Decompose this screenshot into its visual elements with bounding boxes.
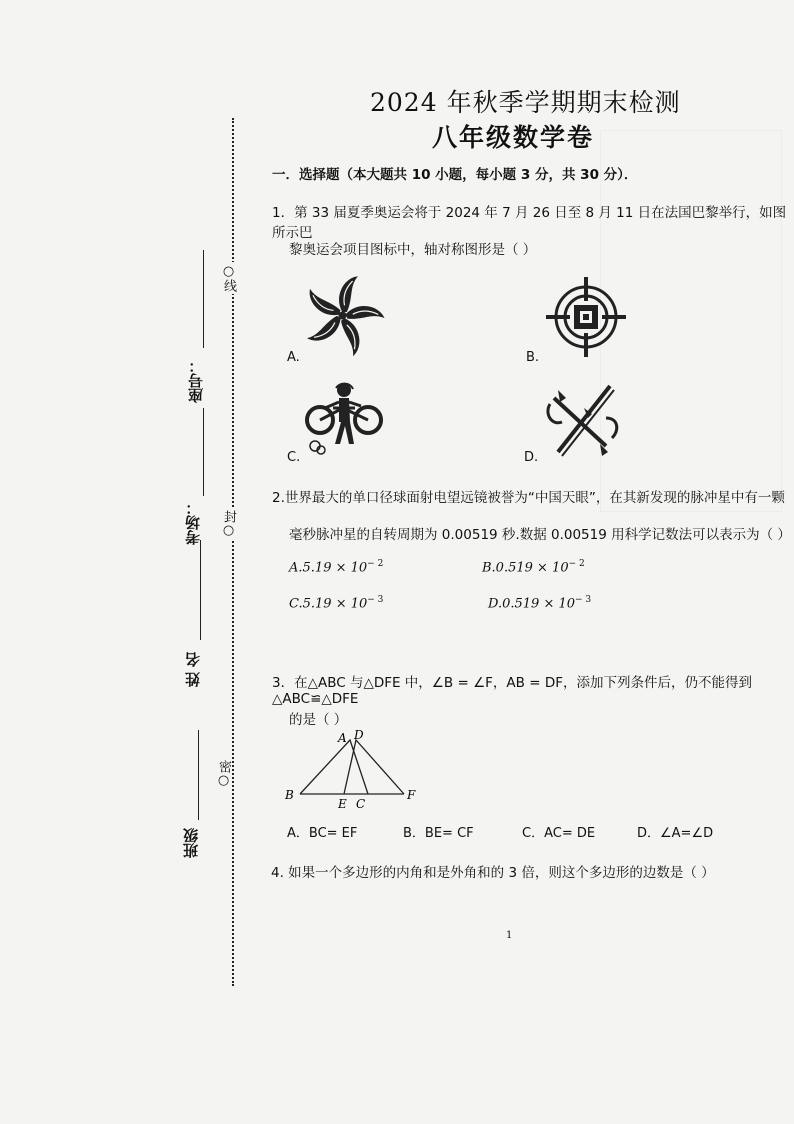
q2-option-d-base: D.0.519 × 10 xyxy=(488,596,576,612)
q4-text: 4. 如果一个多边形的内角和是外角和的 3 倍，则这个多边形的边数是（ ） xyxy=(271,865,715,881)
binding-dotted-line xyxy=(232,118,234,986)
name-label: 姓 名 xyxy=(184,652,202,688)
q2-text-line1: 2.世界最大的单口径球面射电望远镜被誉为“中国天眼”，在其新发现的脉冲星中有一颗 xyxy=(272,490,785,506)
bleed-through-shadow xyxy=(600,130,782,512)
q3-text-line1: 3．在△ABC 与△DFE 中，∠B = ∠F，AB = DF，添加下列条件后，仍不能得到△ABC≌△DFE xyxy=(272,675,752,707)
exam-title: 2024 年秋季学期期末检测 xyxy=(370,88,681,117)
q2-option-c-base: C.5.19 × 10 xyxy=(289,596,368,612)
q2-option-d xyxy=(488,595,591,611)
q2-option-c-exp: − 3 xyxy=(367,595,384,605)
q2-option-c xyxy=(289,595,383,611)
page-number: 1 xyxy=(506,930,513,941)
mark-secret: 密○ xyxy=(216,760,231,788)
seat-label: 座号： xyxy=(187,358,205,403)
class-label: 班级 xyxy=(182,828,200,858)
q3-option-b: B．BE= CF xyxy=(403,826,474,841)
q3-label-c: C xyxy=(356,797,366,810)
room-underline xyxy=(203,408,204,496)
exam-subtitle: 八年级数学卷 xyxy=(432,123,595,152)
q1-option-a-label: A. xyxy=(287,350,300,365)
class-underline xyxy=(198,730,199,820)
q3-option-a: A．BC= EF xyxy=(287,826,358,841)
q2-option-a xyxy=(289,559,383,575)
q1-option-a-pinwheel-icon xyxy=(300,273,385,358)
q1-option-b-label: B. xyxy=(526,350,540,365)
room-label: 考场： xyxy=(184,500,202,545)
q2-text-line2: 毫秒脉冲星的自转周期为 0.00519 秒.数据 0.00519 用科学记数法可以表示为（ ） xyxy=(289,527,791,543)
q1-text-line2: 黎奥运会项目图标中，轴对称图形是（ ） xyxy=(289,242,537,258)
mark-line: ○线 xyxy=(221,264,236,292)
q3-option-d: D．∠A=∠D xyxy=(637,826,714,841)
seat-underline xyxy=(203,250,204,348)
q3-label-b: B xyxy=(285,788,294,802)
q3-triangle-figure xyxy=(282,730,422,810)
mark-seal: 封○ xyxy=(221,510,236,538)
q1-option-d-label: D. xyxy=(524,450,539,465)
q1-option-b-target-icon xyxy=(545,276,627,358)
q3-label-e: E xyxy=(338,797,347,810)
q3-option-c: C．AC= DE xyxy=(522,826,596,841)
q2-option-a-exp: − 2 xyxy=(367,559,384,569)
q3-label-a: A xyxy=(338,731,347,745)
q2-option-b xyxy=(482,559,585,575)
q1-option-c-label: C. xyxy=(287,450,301,465)
q2-option-b-exp: − 2 xyxy=(568,559,585,569)
q2-option-a-base: A.5.19 × 10 xyxy=(289,560,368,576)
q2-option-d-exp: − 3 xyxy=(575,595,592,605)
q2-option-b-base: B.0.519 × 10 xyxy=(482,560,569,576)
q1-option-d-crossed-sticks-icon xyxy=(540,378,625,463)
q1-text-line1: 1．第 33 届夏季奥运会将于 2024 年 7 月 26 日至 8 月 11 日在法国巴黎举行，如图所示巴 xyxy=(272,205,787,241)
q3-label-f: F xyxy=(407,788,416,802)
section-heading: 一．选择题（本大题共 10 小题，每小题 3 分，共 30 分）． xyxy=(272,167,638,183)
q3-text-line2: 的是（ ） xyxy=(289,712,348,728)
q1-option-c-cyclist-icon xyxy=(303,380,385,462)
q3-label-d: D xyxy=(354,730,364,742)
name-underline xyxy=(200,540,201,640)
